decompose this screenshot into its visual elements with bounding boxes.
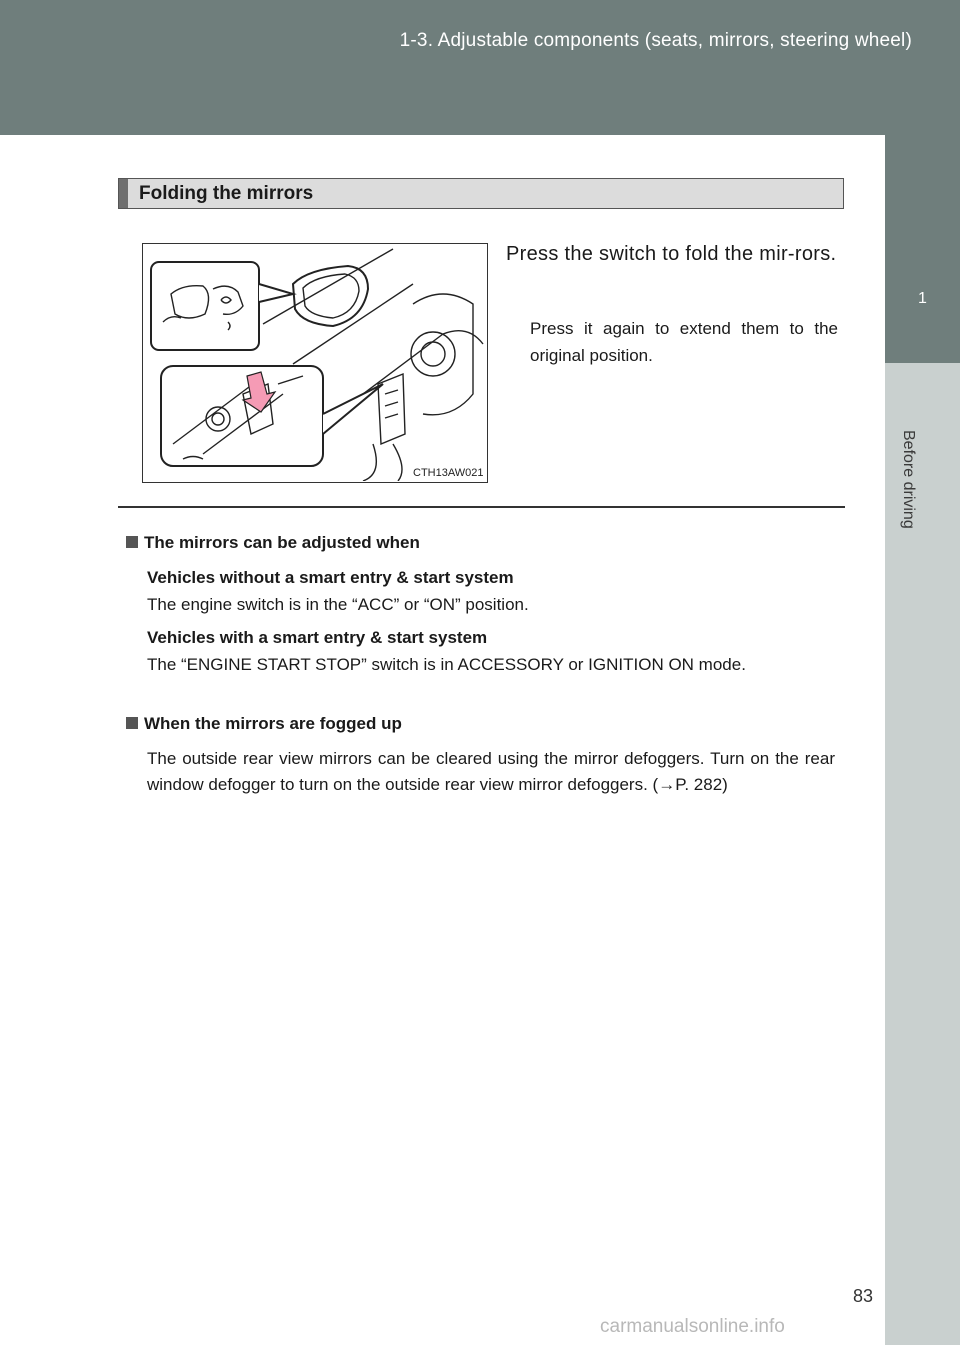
illustration-code: CTH13AW021 bbox=[413, 467, 484, 479]
side-tab-lower bbox=[885, 363, 960, 1345]
section-marker bbox=[119, 179, 128, 208]
intro-note: Press it again to extend them to the original position. bbox=[530, 319, 838, 365]
page-number: 83 bbox=[853, 1286, 874, 1306]
note-square-icon bbox=[126, 536, 138, 548]
note-square-icon bbox=[126, 717, 138, 729]
note-subtitle: Vehicles with a smart entry & start system bbox=[147, 628, 488, 647]
section-divider bbox=[118, 506, 845, 508]
chapter-title: 1-3. Adjustable components (seats, mirrors, steering wheel) bbox=[399, 30, 912, 51]
note-text: The engine switch is in the “ACC” or “ON” position. bbox=[147, 595, 529, 614]
watermark: carmanualsonline.info bbox=[600, 1316, 785, 1337]
header-band bbox=[0, 0, 960, 135]
note-text: The “ENGINE START STOP” switch is in ACCESSORY or IGNITION ON mode. bbox=[147, 655, 746, 674]
note-text: The outside rear view mirrors can be cleared using the mirror defoggers. Turn on the rear window defogger to turn on the outside rear view mirror defoggers. (→P. 282) bbox=[147, 749, 835, 794]
mirror-fold-illustration bbox=[142, 243, 488, 483]
intro-instruction: Press the switch to fold the mir-rors. bbox=[506, 243, 837, 265]
note-title-adjust bbox=[126, 533, 420, 553]
section-heading bbox=[118, 178, 844, 209]
note-title-text: The mirrors can be adjusted when bbox=[144, 533, 420, 552]
side-tab bbox=[885, 135, 960, 363]
note-title-fogged bbox=[126, 714, 402, 734]
side-tab-label: Before driving bbox=[900, 430, 917, 529]
side-tab-number: 1 bbox=[918, 290, 927, 307]
note-subtitle: Vehicles without a smart entry & start system bbox=[147, 568, 514, 587]
note-title-text: When the mirrors are fogged up bbox=[144, 714, 402, 733]
section-title: Folding the mirrors bbox=[139, 183, 314, 204]
illustration-drawing bbox=[143, 244, 486, 481]
